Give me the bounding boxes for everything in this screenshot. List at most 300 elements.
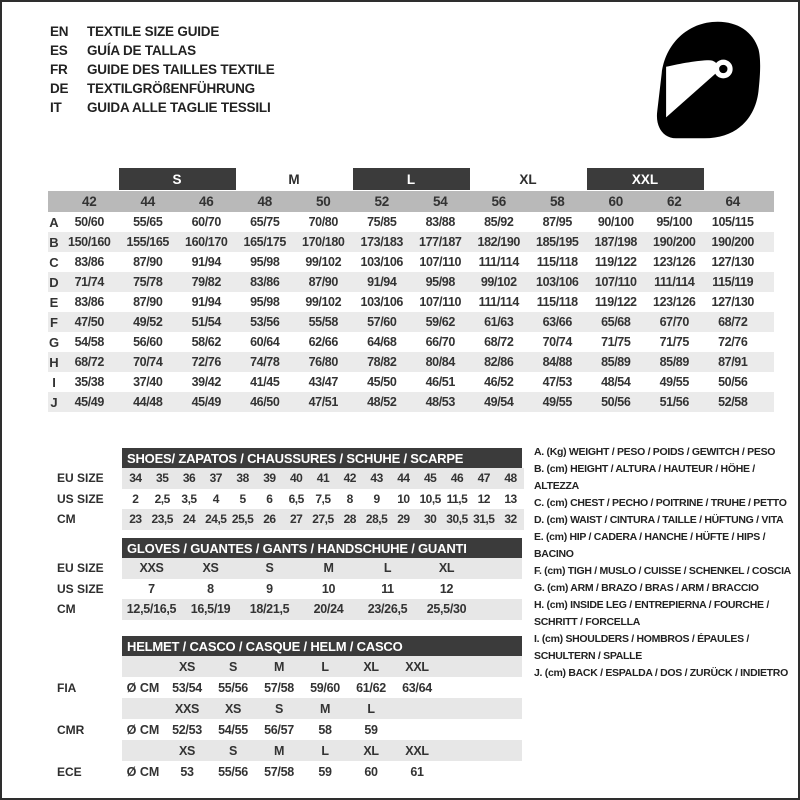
table-cell: 111/114 [478,255,519,269]
table-cell: 58/62 [191,335,221,349]
table-cell: 95/100 [656,215,693,229]
lang-code: EN [50,24,69,39]
table-cell: 16,5/19 [190,602,231,617]
table-row-g [48,332,774,352]
table-cell: 87/90 [133,295,163,309]
row-values [60,272,774,292]
table-cell: 46 [450,471,464,486]
table-cell: 59 [318,764,332,779]
table-cell: 64/68 [367,335,397,349]
shoes-us-row [57,489,523,510]
table-cell: 83/86 [74,255,104,269]
helmet-ece-values-row [57,761,523,782]
table-cell: 37 [209,471,222,486]
unit-cell: Ø CM [126,764,160,779]
table-cell: 56 [491,194,506,209]
table-cell: 45 [423,471,437,486]
table-cell: 30,5 [446,512,468,527]
table-cell: 155/165 [126,235,169,249]
table-cell: 53/54 [172,680,202,695]
table-cell: 18/21,5 [249,602,290,617]
row-label: A [49,214,59,230]
table-cell: 39/42 [191,375,221,389]
table-cell: 24 [182,512,196,527]
table-cell: 71/75 [601,335,631,349]
row-values [60,292,774,312]
table-cell: XL [438,561,455,576]
row-values [60,232,774,252]
table-cell: S [228,659,238,674]
row-label: CM [57,602,76,617]
table-cell: 79/82 [191,275,221,289]
row-label: I [52,374,56,390]
table-cell: 103/106 [360,295,403,309]
table-cell: 127/130 [711,295,754,309]
table-cell: 127/130 [711,255,754,269]
table-cell: XXS [174,701,200,716]
table-cell: XXL [405,743,429,758]
table-cell: 5 [239,491,246,506]
unit-cell: Ø CM [126,680,160,695]
table-cell: 170/180 [302,235,345,249]
racing-helmet-icon [654,18,764,142]
table-cell: 62/66 [308,335,338,349]
spacer [704,168,763,190]
table-row-d [48,272,774,292]
table-cell: 48 [257,194,272,209]
row-values [60,392,774,412]
table-cell: 182/190 [477,235,520,249]
table-cell: XS [178,743,196,758]
table-cell: 47/51 [308,395,338,409]
table-cell: 84/88 [542,355,572,369]
table-cell: S [265,561,274,576]
table-cell: 75/85 [367,215,397,229]
table-cell: 59/60 [310,680,340,695]
lang-line-en [50,22,275,41]
table-cell: 59 [364,722,378,737]
table-row-j [48,392,774,412]
table-cell: 150/160 [68,235,111,249]
table-cell: 61 [410,764,424,779]
table-cell: 115/118 [536,295,578,309]
lang-line-fr [50,60,275,79]
row-values [60,372,774,392]
lang-line-es [50,41,275,60]
table-cell: 91/94 [367,275,397,289]
table-cell: 38 [236,471,249,486]
legend-item-c: C. (cm) CHEST / PECHO / POITRINE / TRUHE / PETTO [534,497,787,509]
row-label: CMR [57,722,85,737]
table-cell: 13 [504,491,517,506]
table-cell: 51/54 [191,315,221,329]
table-cell: 44/48 [133,395,163,409]
table-cell: 49/52 [133,315,163,329]
legend-item-a: A. (Kg) WEIGHT / PESO / POIDS / GEWITCH / PESO [534,446,776,458]
unit-cell [122,656,164,677]
table-cell: 80/84 [425,355,455,369]
table-cell: 78/82 [367,355,397,369]
table-cell: 72/76 [718,335,748,349]
gloves-section [57,538,523,620]
table-cell: 26 [263,512,276,527]
table-cell: 107/110 [594,275,637,289]
row-label: US SIZE [57,491,104,506]
table-cell: 63/64 [402,680,432,695]
table-cell: M [319,701,331,716]
table-cell: 35 [156,471,169,486]
row-values [122,698,522,719]
table-cell: 87/90 [308,275,338,289]
table-cell: 31,5 [473,512,495,527]
table-cell: 43/47 [308,375,338,389]
helmet-fia-sizes-row [57,656,523,677]
table-cell: 45/49 [191,395,221,409]
gloves-section-header: GLOVES / GUANTES / GANTS / HANDSCHUHE / GUANTI [122,538,522,558]
table-cell: L [321,659,329,674]
table-cell: 43 [370,471,383,486]
table-cell: 10,5 [419,491,441,506]
size-numbers-row [48,191,774,212]
table-cell: 60 [364,764,378,779]
lang-title: TEXTILE SIZE GUIDE [87,24,220,39]
row-label: E [49,294,59,310]
legend-item-d: D. (cm) WAIST / CINTURA / TAILLE / HÜFTUNG / VITA [534,514,784,526]
table-cell: 72/76 [191,355,221,369]
gloves-us-row [57,579,523,600]
table-cell: L [383,561,392,576]
table-cell: 55/56 [218,680,248,695]
table-cell: 23/26,5 [367,602,408,617]
table-cell: 70/74 [133,355,163,369]
table-cell: 65/75 [250,215,280,229]
table-cell: 45/50 [367,375,397,389]
row-values [122,656,522,677]
table-cell: 54/55 [218,722,248,737]
legend-item-e: E. (cm) HIP / CADERA / HANCHE / HÜFTE / HIPS / BACINO [534,531,766,560]
row-label: F [50,314,58,330]
table-cell: 46 [199,194,214,209]
table-cell: 23 [129,512,142,527]
table-cell: 58 [550,194,565,209]
spacer [48,191,60,212]
table-cell: 83/88 [425,215,455,229]
table-cell: 111/114 [478,295,519,309]
table-cell: 70/80 [308,215,338,229]
table-cell: 165/175 [243,235,286,249]
table-cell: 60 [608,194,623,209]
row-label: B [49,234,59,250]
row-label: G [48,334,60,350]
table-cell: 11 [381,581,394,596]
gloves-cm-row [57,599,523,620]
table-row-h [48,352,774,372]
table-cell: 28,5 [365,512,388,527]
row-values [122,761,522,782]
lang-title: TEXTILGRÖßENFÜHRUNG [87,81,255,96]
table-cell: 103/106 [360,255,403,269]
table-cell: L [367,701,375,716]
table-cell: XXS [139,561,164,576]
table-cell: 23,5 [151,512,173,527]
table-cell: 57/58 [264,764,294,779]
table-cell: 54/58 [74,335,104,349]
table-cell: 39 [263,471,276,486]
table-cell: L [321,743,329,758]
lang-title: GUIDE DES TAILLES TEXTILE [87,62,275,77]
table-cell: 41 [316,471,330,486]
table-cell: 99/102 [480,275,517,289]
lang-line-it [50,98,275,117]
size-group-s: S [119,168,236,190]
row-values [60,352,774,372]
table-cell: 95/98 [250,255,280,269]
row-values [122,719,522,740]
table-cell: 60/64 [250,335,280,349]
unit-cell: Ø CM [126,722,160,737]
row-values [60,312,774,332]
table-cell: 11,5 [446,491,468,506]
table-cell: 9 [266,581,273,596]
row-values [122,579,522,600]
spacer [48,168,60,190]
table-cell: 190/200 [653,235,696,249]
helmet-ece-sizes-row [57,740,523,761]
table-cell: 44 [140,194,155,209]
table-row-f [48,312,774,332]
row-label: FIA [57,680,77,695]
table-cell: 45/49 [74,395,104,409]
table-cell: 55/65 [133,215,163,229]
table-cell: 185/195 [536,235,579,249]
table-cell: 53 [180,764,194,779]
row-values [122,489,524,510]
table-cell: 87/91 [718,355,748,369]
table-cell: 49/55 [542,395,572,409]
table-cell: 70/74 [542,335,572,349]
table-cell: 54 [433,194,448,209]
table-cell: 12,5/16,5 [126,602,177,617]
table-cell: 50/56 [601,395,631,409]
row-label: J [50,394,58,410]
table-cell: 32 [504,512,517,527]
table-cell: 83/86 [74,295,104,309]
table-cell: 8 [346,491,353,506]
table-cell: 90/100 [597,215,634,229]
table-cell: 7 [148,581,155,596]
legend-item-f: F. (cm) TIGH / MUSLO / CUISSE / SCHENKEL / COSCIA [534,565,791,577]
helmet-section-header: HELMET / CASCO / CASQUE / HELM / CASCO [122,636,522,656]
table-cell: 46/51 [425,375,455,389]
table-cell: 48 [504,471,517,486]
table-cell: 47/53 [542,375,572,389]
size-group-l: L [353,168,470,190]
table-row-c [48,252,774,272]
table-cell: 115/119 [712,275,754,289]
table-cell: 83/86 [250,275,280,289]
table-cell: 42 [343,471,356,486]
helmet-fia-values-row [57,677,523,698]
table-cell: 48/53 [425,395,455,409]
table-cell: 107/110 [419,295,462,309]
table-cell: 65/68 [601,315,631,329]
legend-item-i: I. (cm) SHOULDERS / HOMBROS / ÉPAULES / SCHULTERN / SPALLE [534,633,750,662]
table-row-b [48,232,774,252]
table-cell: 12 [477,491,490,506]
table-cell: XL [363,743,379,758]
table-row-i [48,372,774,392]
table-cell: 55/58 [308,315,338,329]
table-cell: 68/72 [484,335,514,349]
table-cell: 8 [207,581,214,596]
table-cell: XS [178,659,196,674]
unit-cell [122,740,164,761]
table-cell: 64 [725,194,740,209]
table-cell: 41/45 [250,375,280,389]
table-cell: 71/74 [74,275,104,289]
table-cell: 68/72 [74,355,104,369]
table-cell: 28 [343,512,356,527]
table-cell: 50 [316,194,331,209]
row-values [122,558,522,579]
measurement-legend [534,444,800,682]
helmet-cmr-sizes-row [57,698,523,719]
table-cell: M [273,659,285,674]
table-cell: 27 [290,512,303,527]
table-cell: 48/54 [601,375,631,389]
row-label: EU SIZE [57,471,104,486]
table-cell: 42 [82,194,97,209]
table-cell: 49/55 [659,375,689,389]
table-cell: 56/57 [264,722,294,737]
table-cell: 105/115 [711,215,754,229]
lang-code: ES [50,43,68,58]
shoes-section [57,448,523,530]
row-values [122,677,522,698]
row-values [60,332,774,352]
legend-item-b: B. (cm) HEIGHT / ALTURA / HAUTEUR / HÖHE / ALTEZZA [534,463,755,492]
table-cell: 99/102 [305,255,342,269]
table-cell: 44 [397,471,410,486]
table-cell: 34 [129,471,142,486]
table-cell: 115/118 [536,255,578,269]
gloves-eu-row [57,558,523,579]
table-cell: 67/70 [659,315,689,329]
table-cell: 111/114 [654,275,695,289]
table-cell: 87/95 [542,215,572,229]
table-cell: 57/58 [264,680,294,695]
table-cell: 95/98 [250,295,280,309]
size-group-xl: XL [519,171,537,187]
table-cell: 123/126 [653,255,696,269]
row-label [57,656,122,677]
table-cell: 52/58 [718,395,748,409]
table-cell: XS [202,561,219,576]
table-cell: 119/122 [594,255,637,269]
table-cell: 173/183 [360,235,403,249]
lang-title: GUÍA DE TALLAS [87,43,196,58]
table-cell: 119/122 [594,295,637,309]
table-cell: 91/94 [191,255,221,269]
table-cell: 52 [374,194,389,209]
table-cell: 177/187 [419,235,462,249]
size-numbers [60,191,774,212]
table-cell: 123/126 [653,295,696,309]
table-cell: 53/56 [250,315,280,329]
table-cell: 66/70 [425,335,455,349]
size-group-header-row [48,168,774,190]
size-group-m: M [288,171,300,187]
table-cell: 36 [182,471,196,486]
table-cell: 99/102 [305,295,342,309]
table-cell: 75/78 [133,275,163,289]
table-cell: 25,5/30 [426,602,467,617]
table-cell: 12 [439,581,454,596]
lang-code: IT [50,100,62,115]
table-cell: 76/80 [308,355,338,369]
row-values [122,599,522,620]
table-cell: XL [363,659,379,674]
table-cell: 68/72 [718,315,748,329]
table-cell: 85/89 [659,355,689,369]
table-cell: 190/200 [711,235,754,249]
table-cell: S [228,743,238,758]
table-cell: 71/75 [659,335,689,349]
table-cell: 25,5 [231,512,254,527]
table-cell: 56/60 [133,335,163,349]
table-cell: 4 [212,491,219,506]
lang-title: GUIDA ALLE TAGLIE TESSILI [87,100,271,115]
shoes-cm-row [57,509,523,530]
table-cell: 35/38 [74,375,104,389]
row-values [60,252,774,272]
row-label: US SIZE [57,581,104,596]
table-cell: M [273,743,285,758]
shoes-eu-row [57,468,523,489]
table-cell: 55/56 [218,764,248,779]
table-cell: 29 [397,512,410,527]
row-label [57,698,122,719]
row-label: CM [57,512,76,527]
table-cell: 59/62 [425,315,455,329]
table-cell: 160/170 [185,235,228,249]
row-values [122,740,522,761]
spacer [60,168,119,190]
table-cell: S [274,701,284,716]
table-cell: 87/90 [133,255,163,269]
table-cell: 10 [321,581,336,596]
table-cell: XS [224,701,242,716]
table-cell: 91/94 [191,295,221,309]
table-cell: 10 [397,491,410,506]
table-cell: 50/60 [74,215,104,229]
table-cell: 6 [266,491,273,506]
table-cell: 47 [477,471,490,486]
row-values [122,509,524,530]
table-cell: 103/106 [536,275,579,289]
row-values [60,212,774,232]
table-cell: 85/92 [484,215,514,229]
table-cell: 9 [373,491,380,506]
table-cell: 95/98 [425,275,455,289]
table-cell: 61/63 [484,315,514,329]
table-cell: 74/78 [250,355,280,369]
row-values [122,468,524,489]
table-cell: 85/89 [601,355,631,369]
table-cell: M [323,561,334,576]
table-cell: 3,5 [181,491,197,506]
table-cell: 63/66 [542,315,572,329]
